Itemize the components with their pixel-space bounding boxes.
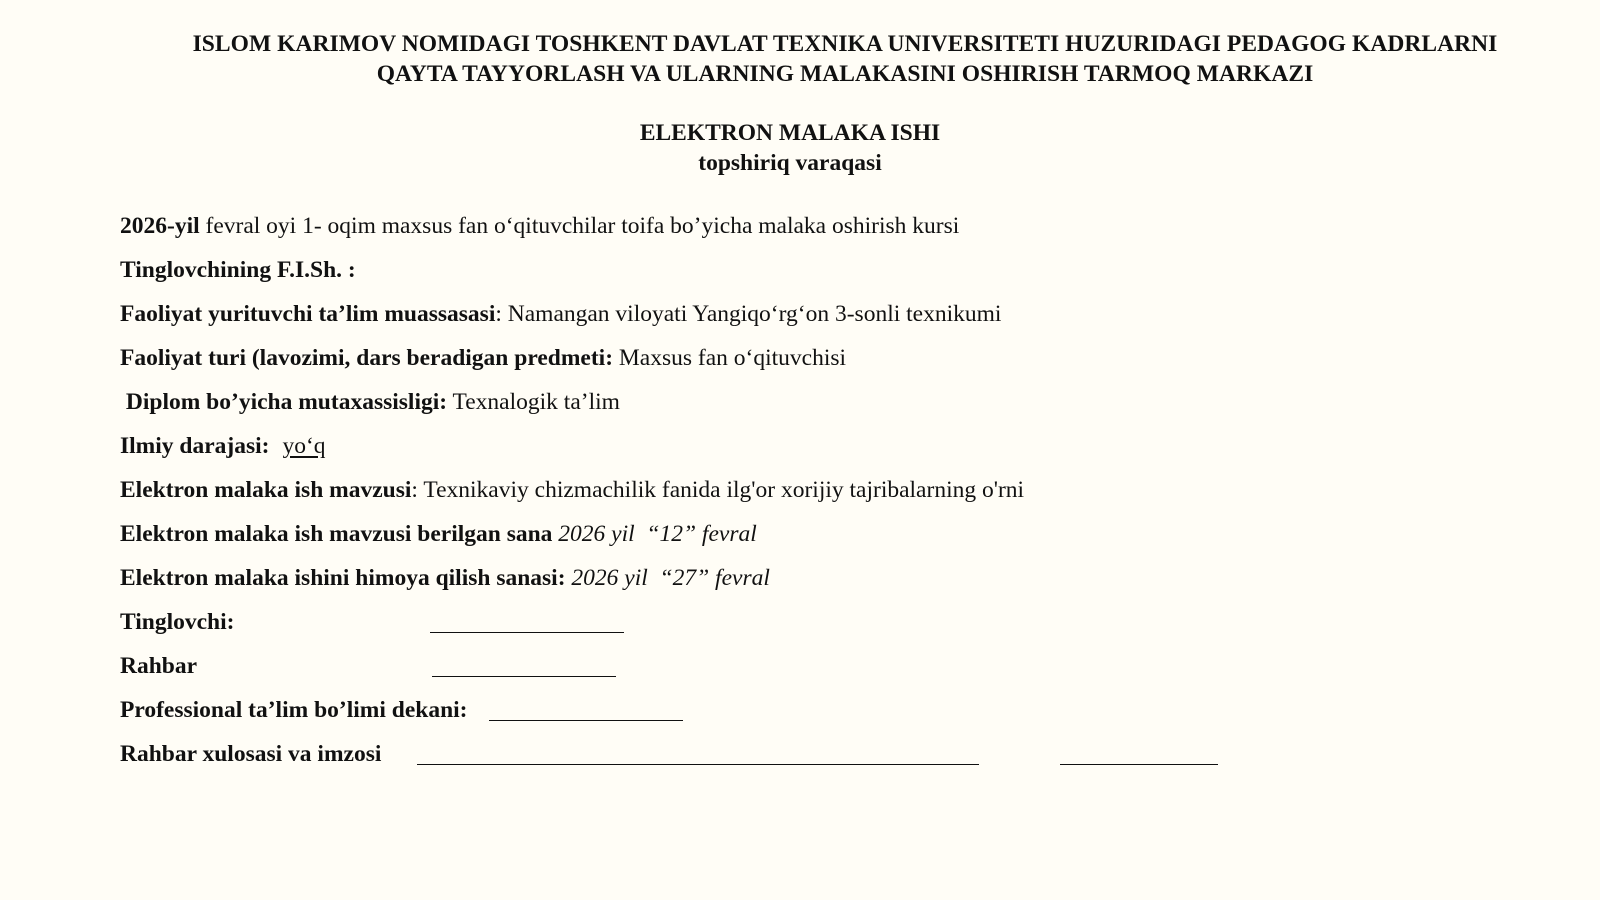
dean-signature-row <box>120 695 468 725</box>
course-line <box>120 211 959 241</box>
degree-value: yo‘q <box>282 433 326 459</box>
institution-row <box>120 299 1001 329</box>
conclusion-label: Rahbar xulosasi va imzosi <box>120 741 382 767</box>
activity-row <box>120 343 846 373</box>
institution-value: : Namangan viloyati Yangiqo‘rg‘on 3-sonli texnikumi <box>495 301 1002 327</box>
institution-label: Faoliyat yurituvchi ta’lim muassasasi <box>120 301 496 327</box>
topic-value: : Texnikaviy chizmachilik fanida ilg'or xorijiy tajribalarning o'rni <box>411 477 1025 503</box>
organization-header <box>110 29 1580 89</box>
document-title <box>110 118 1470 178</box>
activity-value: Maxsus fan o‘qituvchisi <box>613 345 847 371</box>
topic-row <box>120 475 1024 505</box>
diploma-value: Texnalogik ta’lim <box>447 389 620 415</box>
degree-label: Ilmiy darajasi: <box>120 433 270 459</box>
supervisor-signature-line <box>432 676 616 677</box>
conclusion-line <box>417 764 979 765</box>
topic-date-value: 2026 yil “12” fevral <box>552 521 757 547</box>
listener-signature-label: Tinglovchi: <box>120 609 235 635</box>
course-year: 2026-yil <box>120 213 200 239</box>
degree-row <box>120 431 326 461</box>
topic-date-row <box>120 519 757 549</box>
diploma-label: Diplom bo’yicha mutaxassisligi: <box>120 389 448 415</box>
title-main: ELEKTRON MALAKA ISHI <box>639 120 941 146</box>
defense-date-value: 2026 yil “27” fevral <box>565 565 770 591</box>
defense-date-row <box>120 563 770 593</box>
dean-signature-line <box>489 720 683 721</box>
supervisor-signature-row <box>120 651 197 681</box>
listener-name-row <box>120 255 356 285</box>
defense-date-label: Elektron malaka ishini himoya qilish sanasi: <box>120 565 566 591</box>
diploma-row <box>120 387 620 417</box>
listener-name-label: Tinglovchining F.I.Sh. : <box>120 257 356 283</box>
conclusion-row <box>120 739 381 769</box>
conclusion-signature-line <box>1060 764 1218 765</box>
dean-signature-label: Professional ta’lim bo’limi dekani: <box>120 697 468 723</box>
listener-signature-line <box>430 632 624 633</box>
activity-label: Faoliyat turi (lavozimi, dars beradigan predmeti: <box>120 345 614 371</box>
supervisor-signature-label: Rahbar <box>120 653 198 679</box>
header-line-1: ISLOM KARIMOV NOMIDAGI TOSHKENT DAVLAT TEXNIKA UNIVERSITETI HUZURIDAGI PEDAGOG KADRLARNI <box>192 31 1498 57</box>
course-text: fevral oyi 1- oqim maxsus fan o‘qituvchilar toifa bo’yicha malaka oshirish kursi <box>199 213 960 239</box>
title-sub: topshiriq varaqasi <box>698 150 882 176</box>
listener-signature-row <box>120 607 234 637</box>
topic-date-label: Elektron malaka ish mavzusi berilgan sana <box>120 521 553 547</box>
header-line-2: QAYTA TAYYORLASH VA ULARNING MALAKASINI OSHIRISH TARMOQ MARKAZI <box>376 61 1314 87</box>
topic-label: Elektron malaka ish mavzusi <box>120 477 412 503</box>
